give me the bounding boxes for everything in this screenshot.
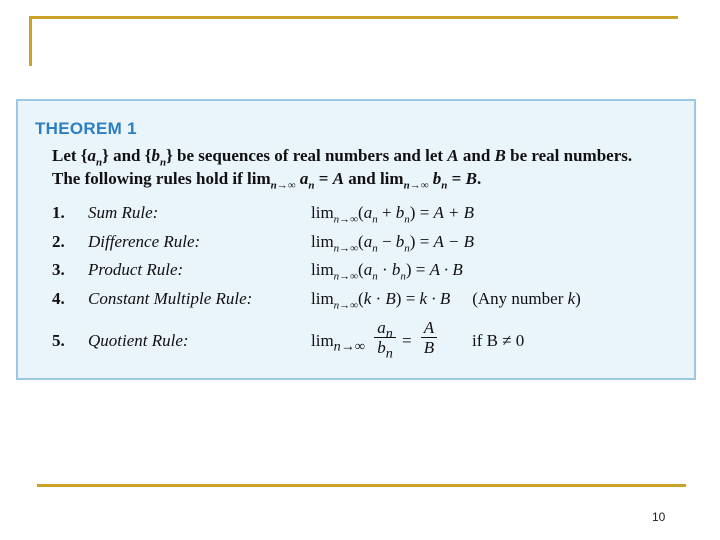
rule-name-product: Product Rule:: [88, 260, 184, 279]
page-number: 10: [652, 510, 666, 524]
rule-number: 5.: [52, 331, 65, 350]
rule-number: 3.: [52, 260, 65, 279]
bottom-gold-rule: [37, 484, 686, 487]
rule-number: 2.: [52, 232, 65, 251]
rule-name-sum: Sum Rule:: [88, 203, 159, 222]
rule-name-difference: Difference Rule:: [88, 232, 201, 251]
rule-number: 1.: [52, 203, 65, 222]
theorem-intro-line-1: Let $\{a_n\}$ and $\{b_n\}$ be sequences of real numbers and let A and B be real numbers.: [52, 146, 633, 169]
formula-difference: $\lim_{n\to\infty}(a_n - b_n) = A - B$: [311, 232, 474, 255]
rule-name-quotient: Quotient Rule:: [88, 331, 189, 350]
formula-quotient-lim: $\lim_{n\to\infty}$: [311, 331, 365, 355]
rule-number: 4.: [52, 289, 65, 308]
top-gold-rule: [29, 16, 678, 19]
rule-name-constant-multiple: Constant Multiple Rule:: [88, 289, 253, 308]
fraction-A-over-B: A B: [421, 318, 437, 357]
quotient-equals: =: [402, 331, 412, 350]
theorem-title: THEOREM 1: [35, 119, 137, 138]
theorem-intro-line-2: The following rules hold if $\lim_{n\to\infty} a_n = A$ and $\lim_{n\to\infty} b_n = B$.: [52, 169, 482, 192]
formula-sum: $\lim_{n\to\infty}(a_n + b_n) = A + B$: [311, 203, 474, 226]
formula-constant-multiple: $\lim_{n\to\infty}(k \cdot B) = k \cdot B$ (Any number k): [311, 289, 581, 312]
formula-product: $\lim_{n\to\infty}(a_n \cdot b_n) = A \cdot B$: [311, 260, 463, 283]
fraction-an-over-bn: $a_n$ $b_n$: [374, 318, 396, 357]
left-gold-rule: [29, 16, 32, 66]
quotient-condition: if B ≠ 0: [472, 331, 525, 350]
